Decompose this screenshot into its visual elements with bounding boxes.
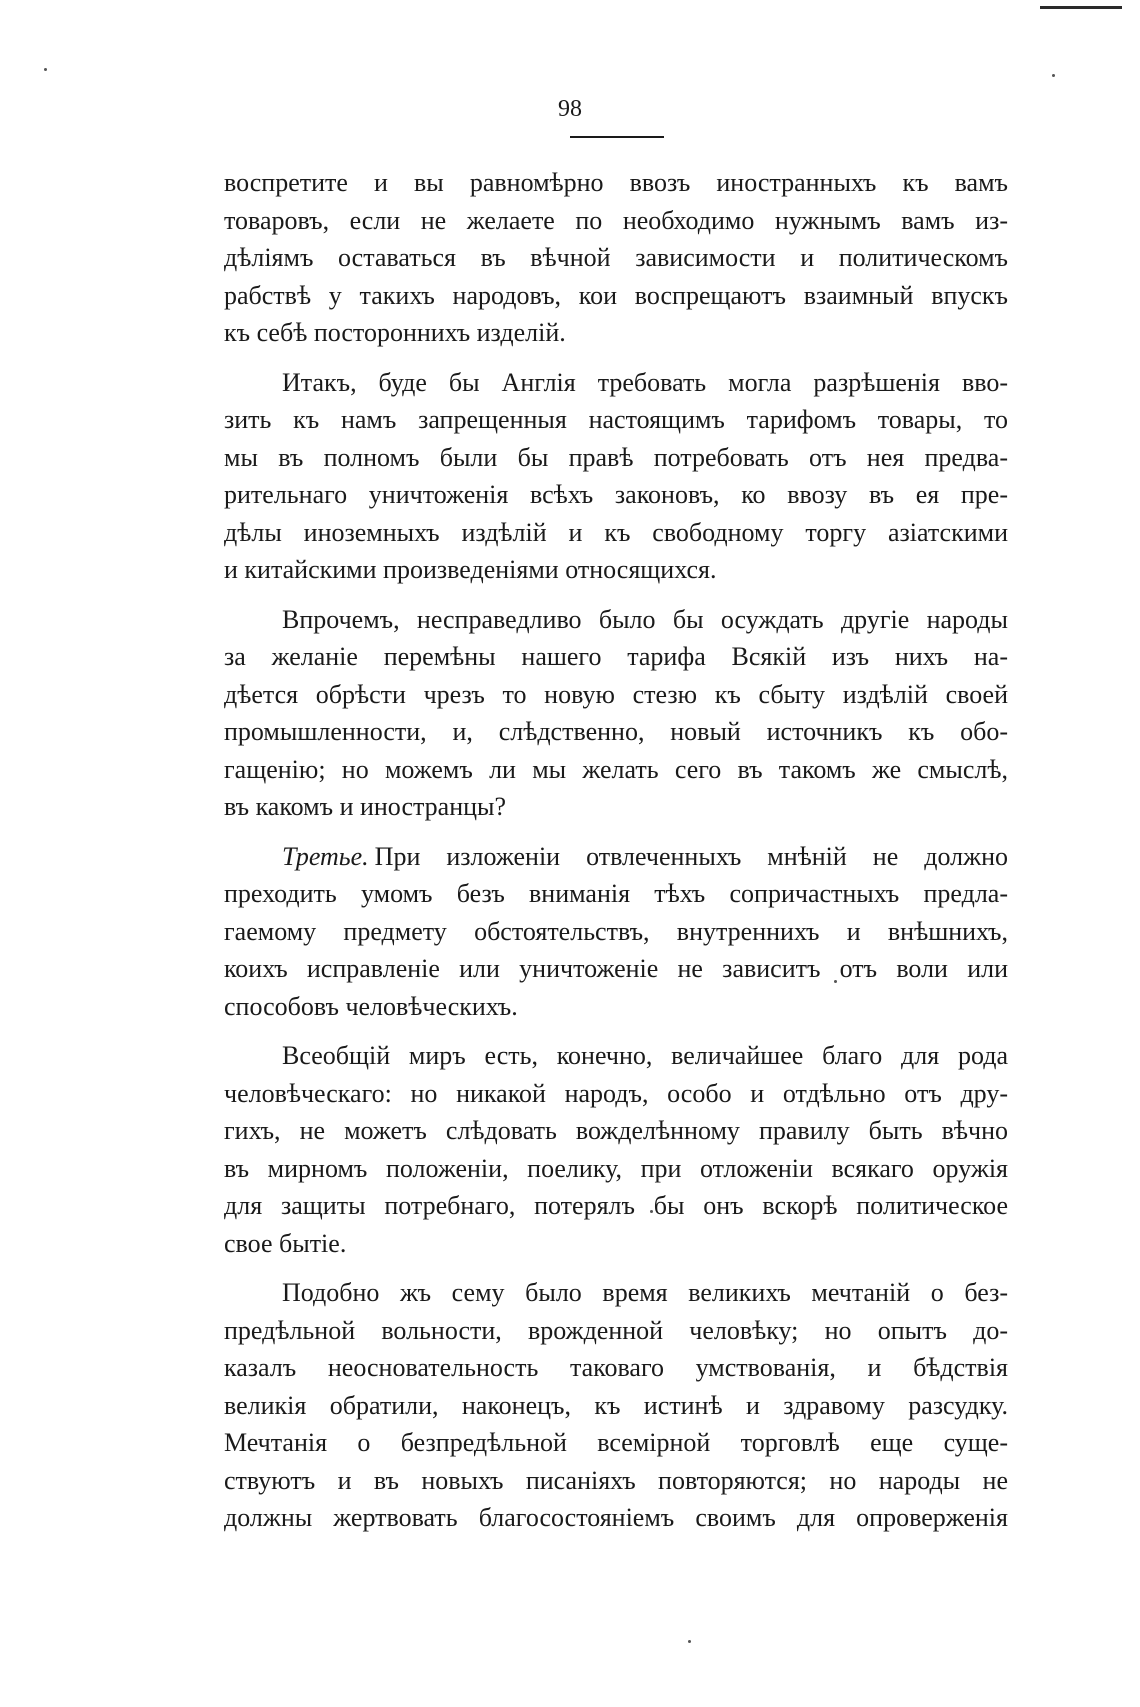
- text-line: великія обратили, наконецъ, къ истинѣ и здравому разсудку.: [224, 1390, 1008, 1420]
- section-lead: Третье.: [282, 841, 369, 871]
- paragraph-6: [224, 1274, 1008, 1537]
- text-line: за желаніе перемѣны нашего тарифа Всякій изъ нихъ на-: [224, 642, 1008, 671]
- text-line: преходить умомъ безъ вниманія тѣхъ сопричастныхъ предла-: [224, 879, 1008, 908]
- text-line: въ мирномъ положеніи, поелику, при отложеніи всякаго оружія: [224, 1153, 1008, 1183]
- text-line: человѣческаго: но никакой народъ, особо и отдѣльно отъ дру-: [224, 1078, 1008, 1108]
- text-line-rest: При изложеніи отвлеченныхъ мнѣній не должно: [374, 841, 1008, 871]
- text-line: гаемому предмету обстоятельствъ, внутреннихъ и внѣшнихъ,: [224, 916, 1008, 946]
- text-line: гащенію; но можемъ ли мы желать сего въ такомъ же смыслѣ,: [224, 754, 1008, 784]
- text-line: и китайскими произведеніями относящихся.: [224, 555, 717, 584]
- body-text: [224, 164, 1008, 1549]
- page-number-underline: [570, 136, 664, 138]
- text-line: дѣется обрѣсти чрезъ то новую стезю къ сбыту издѣлій своей: [224, 679, 1008, 709]
- text-line: мы въ полномъ были бы правѣ потребовать отъ нея предва-: [224, 442, 1008, 472]
- page-number: 98: [558, 96, 582, 122]
- text-line: Мечтанія о безпредѣльной всемірной торговлѣ еще суще-: [224, 1428, 1008, 1457]
- text-line-with-lead: [224, 838, 1008, 876]
- text-line: къ себѣ постороннихъ изделій.: [224, 318, 566, 347]
- paragraph-3: [224, 601, 1008, 826]
- paragraph-4: [224, 838, 1008, 1026]
- text-line: рабствѣ у такихъ народовъ, кои воспрещаютъ взаимный впускъ: [224, 280, 1008, 310]
- scan-speck: [688, 1640, 691, 1643]
- scan-edge-mark: [1040, 0, 1122, 9]
- text-line: зить къ намъ запрещенныя настоящимъ тарифомъ товары, то: [224, 405, 1008, 434]
- text-line: товаровъ, если не желаете по необходимо нужнымъ вамъ из-: [224, 205, 1008, 235]
- scan-speck: [1052, 74, 1055, 77]
- text-line: гихъ, не можетъ слѣдовать вожделѣнному правилу быть вѣчно: [224, 1116, 1008, 1145]
- text-line: способовъ человѣческихъ.: [224, 991, 518, 1021]
- text-line: казалъ неосновательность таковаго умствованія, и бѣдствія: [224, 1353, 1008, 1382]
- text-line: коихъ исправленіе или уничтоженіе не зависитъ отъ воли или: [224, 954, 1008, 983]
- paragraph-5: [224, 1037, 1008, 1262]
- text-line: дѣліямъ оставаться въ вѣчной зависимости и политическомъ: [224, 243, 1008, 272]
- text-line: Подобно жъ сему было время великихъ мечтаній о без-: [282, 1278, 1008, 1307]
- paragraph-1: [224, 164, 1008, 352]
- text-line: Впрочемъ, несправедливо было бы осуждать другіе народы: [282, 604, 1008, 634]
- text-line: дѣлы иноземныхъ издѣлій и къ свободному торгу азіатскими: [224, 517, 1008, 547]
- text-line: Итакъ, буде бы Англія требовать могла разрѣшенія вво-: [282, 367, 1008, 397]
- text-line: Всеобщій миръ есть, конечно, величайшее благо для рода: [282, 1041, 1008, 1070]
- text-line: воспретите и вы равномѣрно ввозъ иностранныхъ къ вамъ: [224, 168, 1008, 197]
- text-line: предѣльной вольности, врожденной человѣку; но опытъ до-: [224, 1315, 1008, 1345]
- text-line: рительнаго уничтоженія всѣхъ законовъ, ко ввозу въ ея пре-: [224, 480, 1008, 509]
- text-line: должны жертвовать благосостояніемъ своимъ для опроверженія: [224, 1503, 1008, 1532]
- paragraph-2: [224, 364, 1008, 589]
- scan-speck: [44, 68, 47, 71]
- text-line: ствуютъ и въ новыхъ писаніяхъ повторяются; но народы не: [224, 1465, 1008, 1495]
- text-line: для защиты потребнаго, потерялъ бы онъ вскорѣ политическое: [224, 1191, 1008, 1220]
- text-line: промышленности, и, слѣдственно, новый источникъ къ обо-: [224, 717, 1008, 746]
- text-line: въ какомъ и иностранцы?: [224, 792, 507, 821]
- text-line: свое бытіе.: [224, 1228, 347, 1258]
